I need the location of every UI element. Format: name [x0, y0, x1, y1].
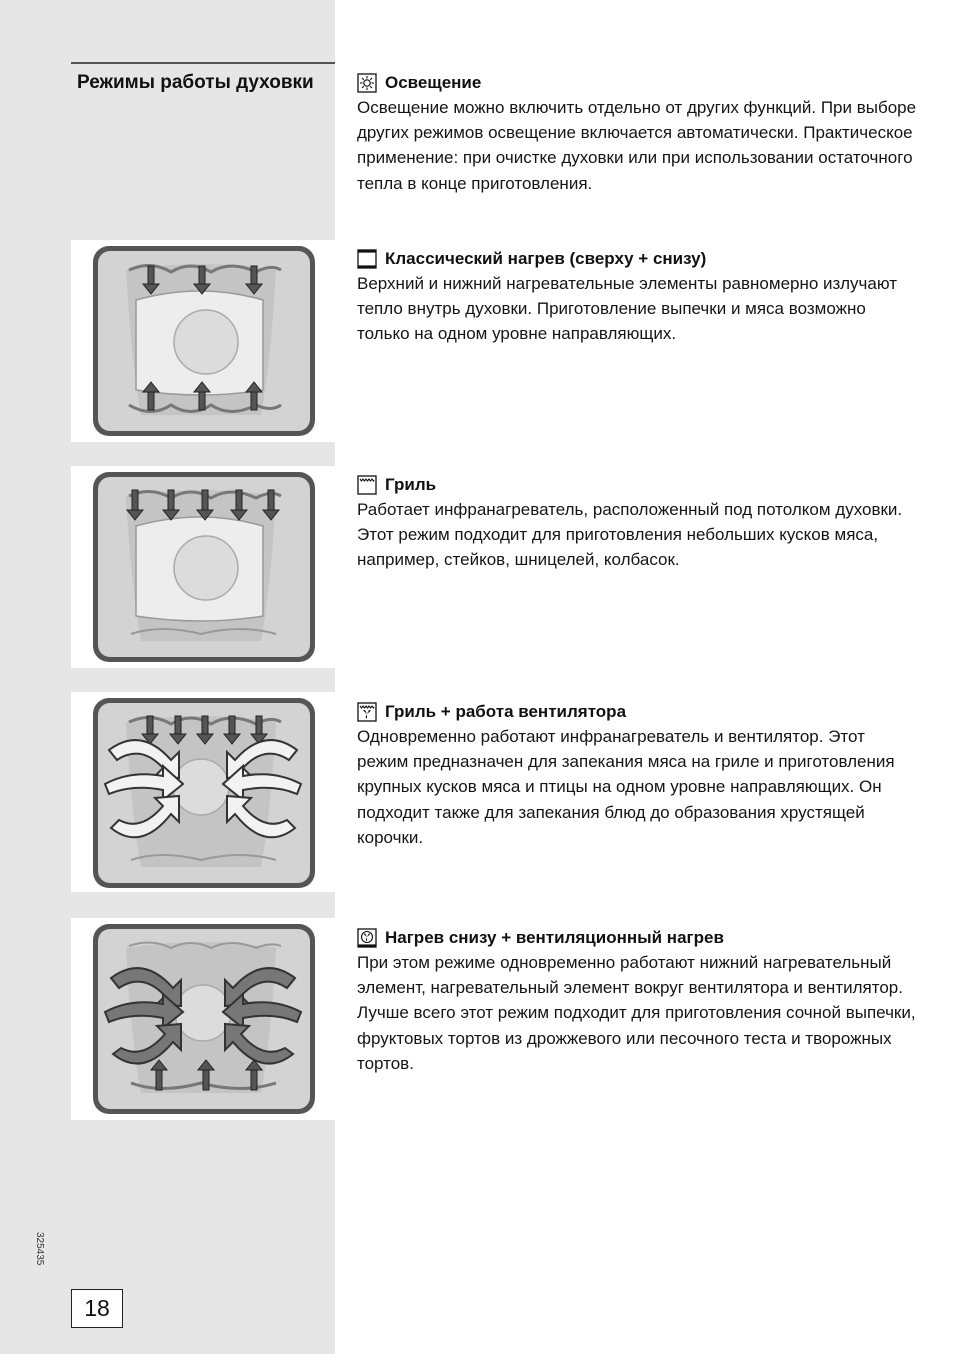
bottom-fan-heat-icon [357, 928, 377, 948]
mode-description: Верхний и нижний нагревательные элементы равномерно излучают тепло внутрь духовки. Приготовление выпечки и мяса возможно только на одном уровне направляющих. [357, 274, 898, 344]
left-column [0, 0, 335, 1354]
section-title: Режимы работы духовки [77, 72, 314, 93]
section-rule [71, 62, 335, 64]
page-number: 18 [71, 1289, 123, 1328]
mode-lighting [357, 70, 917, 196]
mode-description: Освещение можно включить отдельно от других функций. При выборе других режимов освещение включается автоматически. Практическое применение: при очистке духовки или при использовании остаточного тепла в конце приготовления. [357, 98, 917, 193]
lamp-icon [357, 73, 377, 93]
illustration-grill [71, 466, 335, 668]
mode-title: Гриль [385, 475, 437, 494]
document-code: 325435 [34, 1232, 45, 1266]
illustration-bottom-fan-heat [71, 918, 335, 1120]
mode-top-bottom-heat [357, 246, 917, 347]
mode-title: Гриль + работа вентилятора [385, 702, 627, 721]
mode-grill [357, 472, 917, 573]
mode-title: Нагрев снизу + вентиляционный нагрев [385, 928, 724, 947]
mode-description: При этом режиме одновременно работают нижний нагревательный элемент, нагревательный элемент вокруг вентилятора и вентилятор. Лучше всего этот режим подходит для приготовления сочной выпечки, фруктовых тортов из дрожжевого или песочного теста и творожных тортов. [357, 953, 916, 1073]
mode-bottom-fan-heat [357, 925, 917, 1076]
grill-icon [357, 475, 377, 495]
illustration-grill-fan [71, 692, 335, 892]
grill-fan-icon [357, 702, 377, 722]
mode-description: Работает инфранагреватель, расположенный под потолком духовки. Этот режим подходит для приготовления небольших кусков мяса, например, стейков, шницелей, колбасок. [357, 500, 903, 570]
mode-title: Освещение [385, 73, 482, 92]
mode-title: Классический нагрев (сверху + снизу) [385, 249, 707, 268]
top-bottom-heat-icon [357, 249, 377, 269]
mode-grill-fan [357, 699, 917, 850]
illustration-top-bottom-heat [71, 240, 335, 442]
fan-grille [174, 310, 238, 374]
mode-description: Одновременно работают инфранагреватель и вентилятор. Этот режим предназначен для запекания мяса на гриле и приготовления крупных кусков мяса и птицы на одном уровне направляющих. Он подходит также для запекания блюд до образования хрустящей корочки. [357, 727, 895, 847]
